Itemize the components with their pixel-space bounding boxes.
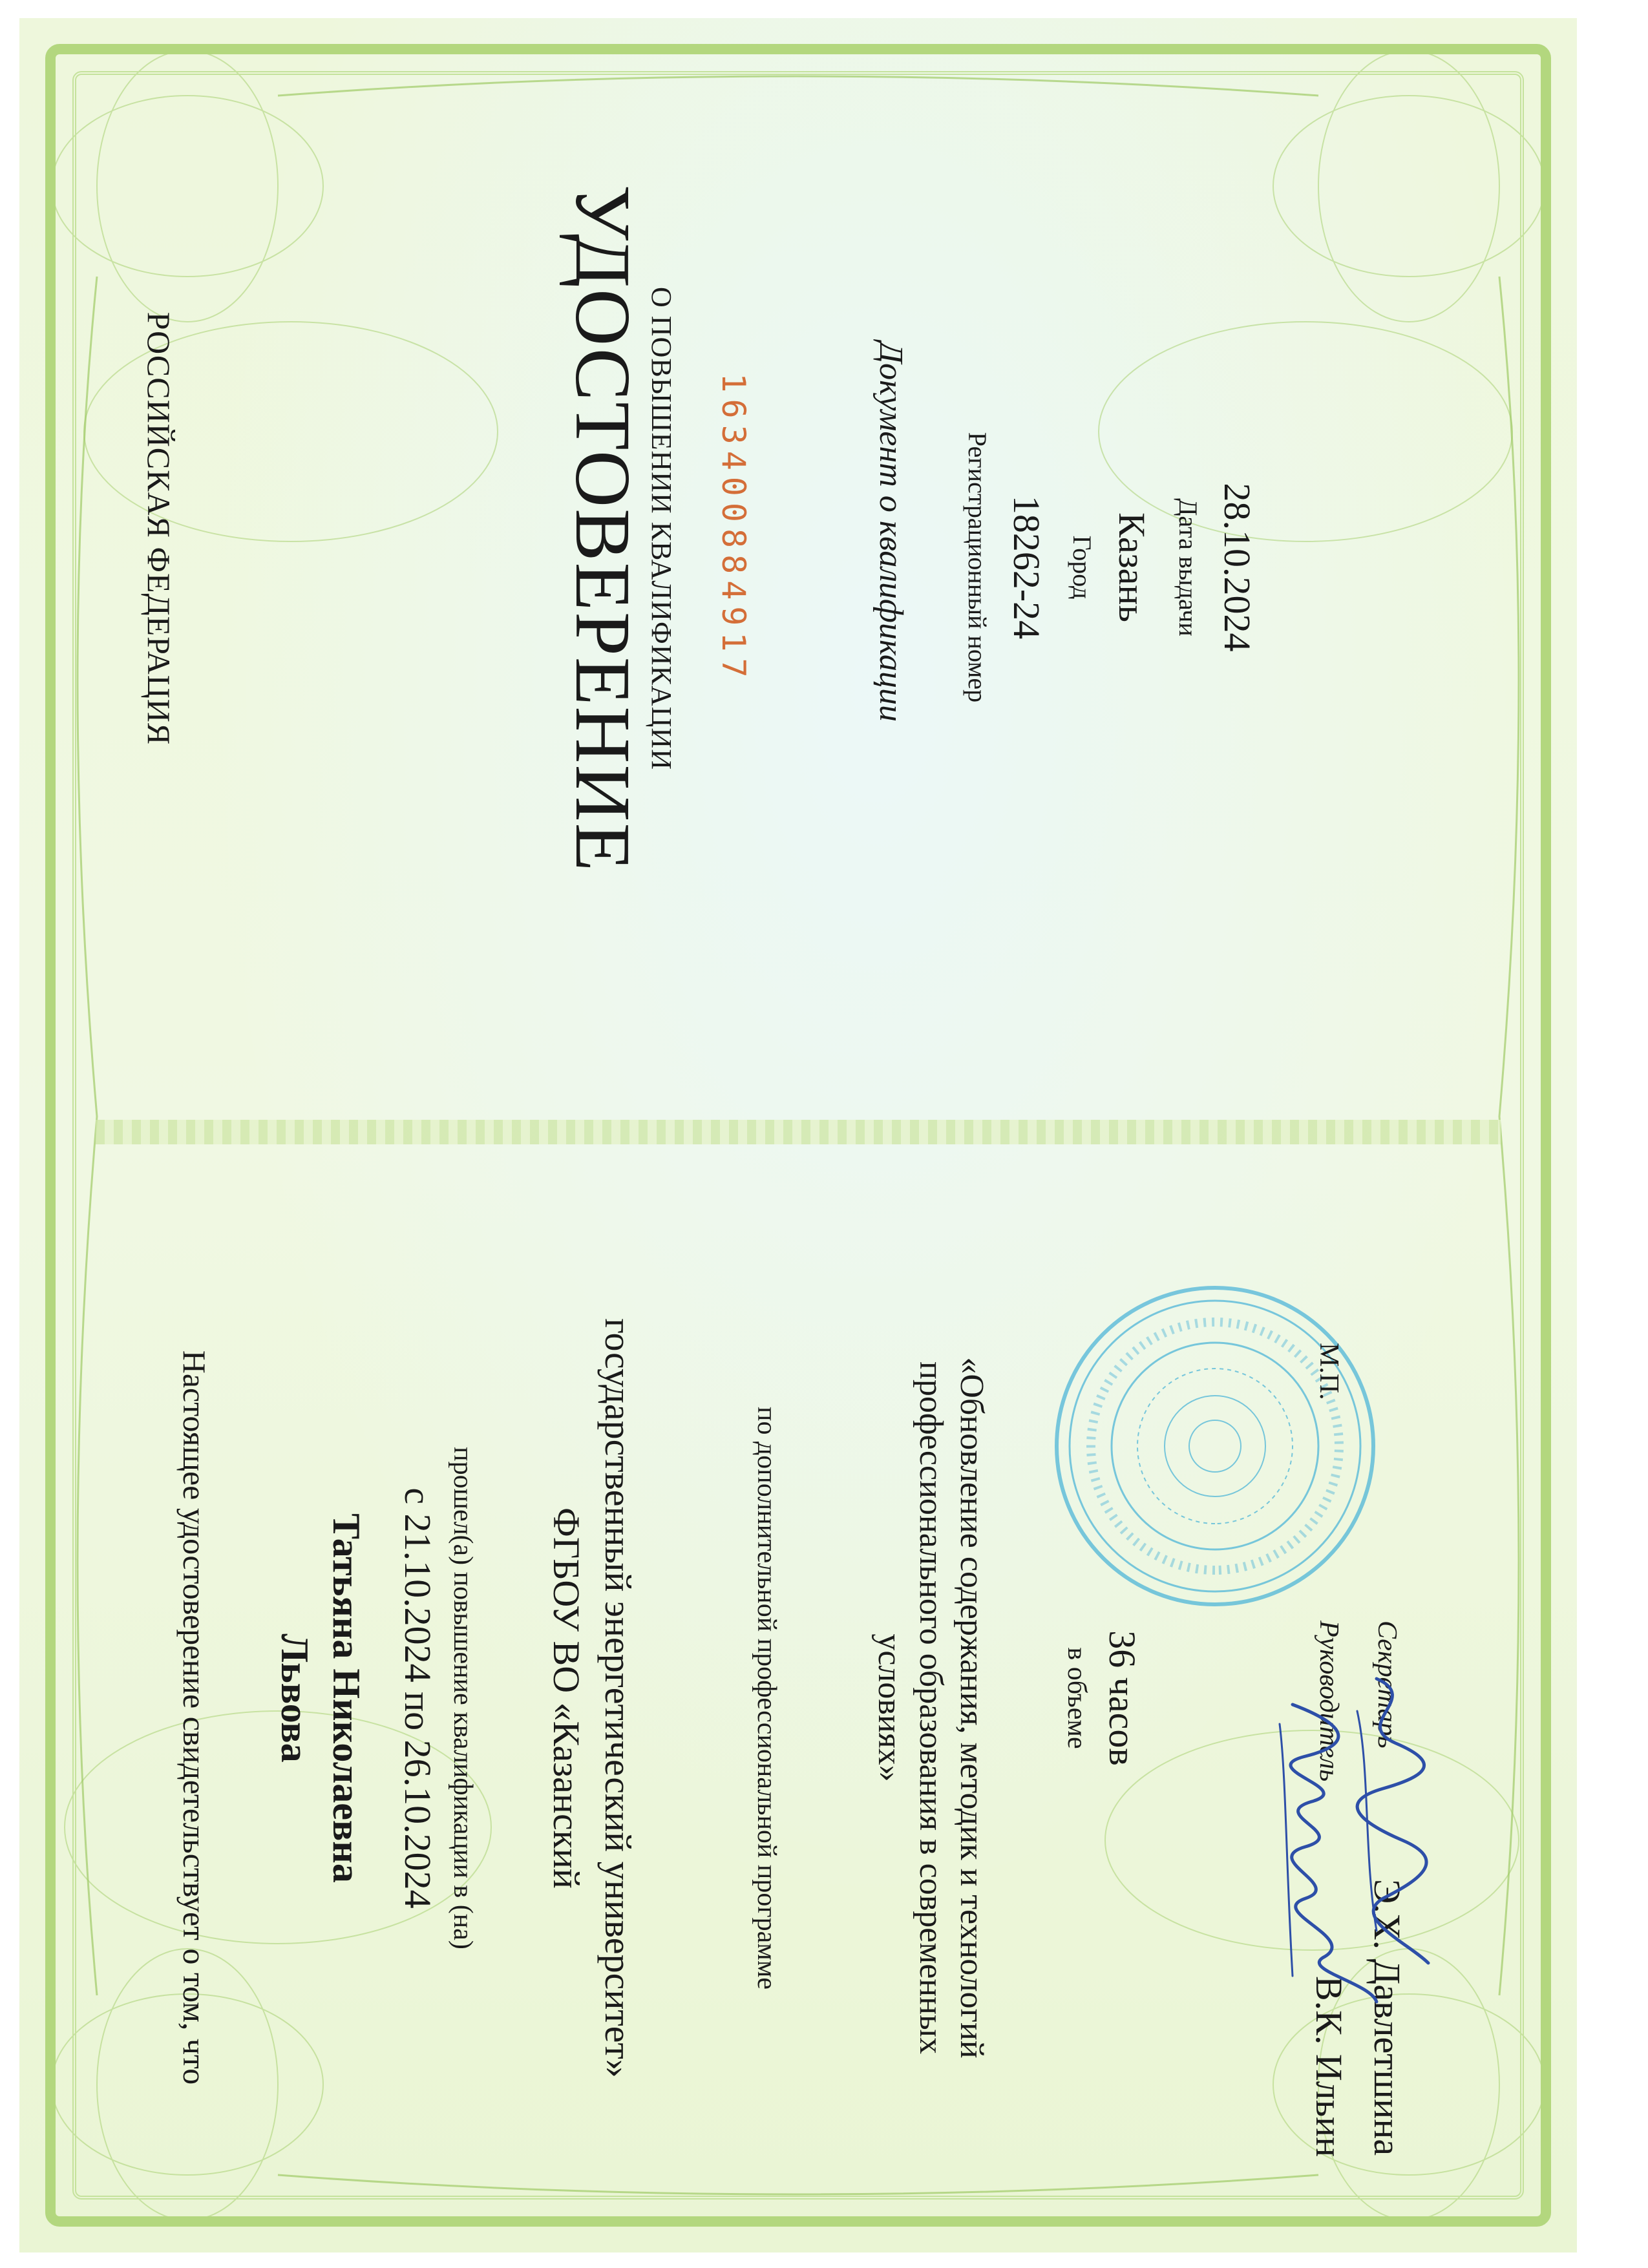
official-seal-stamp: [1047, 1278, 1383, 1614]
program-intro: по дополнительной профессиональной программе: [752, 1406, 781, 1990]
serial-number: 163400884917: [715, 373, 752, 684]
issue-date-label: Дата выдачи: [1174, 498, 1203, 636]
certificate-title: УДОСТОВЕРЕНИЕ: [559, 184, 646, 873]
city-label: Город: [1068, 535, 1097, 600]
head-label: Руководитель: [1314, 1621, 1344, 1782]
registration-number: 18262-24: [1006, 495, 1048, 640]
country-heading: РОССИЙСКАЯ ФЕДЕРАЦИЯ: [141, 311, 177, 746]
stamp-label: М.П.: [1314, 1343, 1344, 1400]
training-period: с 21.10.2024 по 26.10.2024: [397, 1487, 439, 1909]
certificate-content: [19, 18, 1577, 2252]
certificate-sheet: [19, 18, 1577, 2252]
institution-line2: государственный энергетический университет»: [597, 1318, 639, 2078]
hours: 36 часов: [1101, 1630, 1143, 1766]
head-name: В.К. Ильин: [1308, 1976, 1350, 2158]
issue-date: 28.10.2024: [1216, 483, 1258, 652]
document-type: Документ о квалификации: [872, 342, 909, 722]
institution-line1: ФГБОУ ВО «Казанский: [545, 1507, 587, 1889]
secretary-name: Э.Х. Давлетшина: [1366, 1879, 1408, 2156]
passed-text: прошел(а) повышение квалификации в (на): [448, 1447, 478, 1949]
secretary-signature: [1331, 1672, 1448, 1969]
intro-text: Настоящее удостоверение свидетельствует о том, что: [176, 1350, 213, 2085]
registration-label: Регистрационный номер: [963, 432, 992, 703]
recipient-given-names: Татьяна Николаевна: [325, 1513, 368, 1883]
recipient-surname: Львова: [273, 1633, 316, 1763]
program-title: «Обновление содержания, методик и технологий профессионального образования в современных условиях»: [871, 1357, 990, 2059]
certificate-subtitle: О ПОВЫШЕНИИ КВАЛИФИКАЦИИ: [646, 287, 677, 770]
secretary-label: Секретарь: [1372, 1621, 1402, 1748]
volume-label: в объеме: [1062, 1647, 1092, 1749]
city: Казань: [1111, 512, 1153, 622]
